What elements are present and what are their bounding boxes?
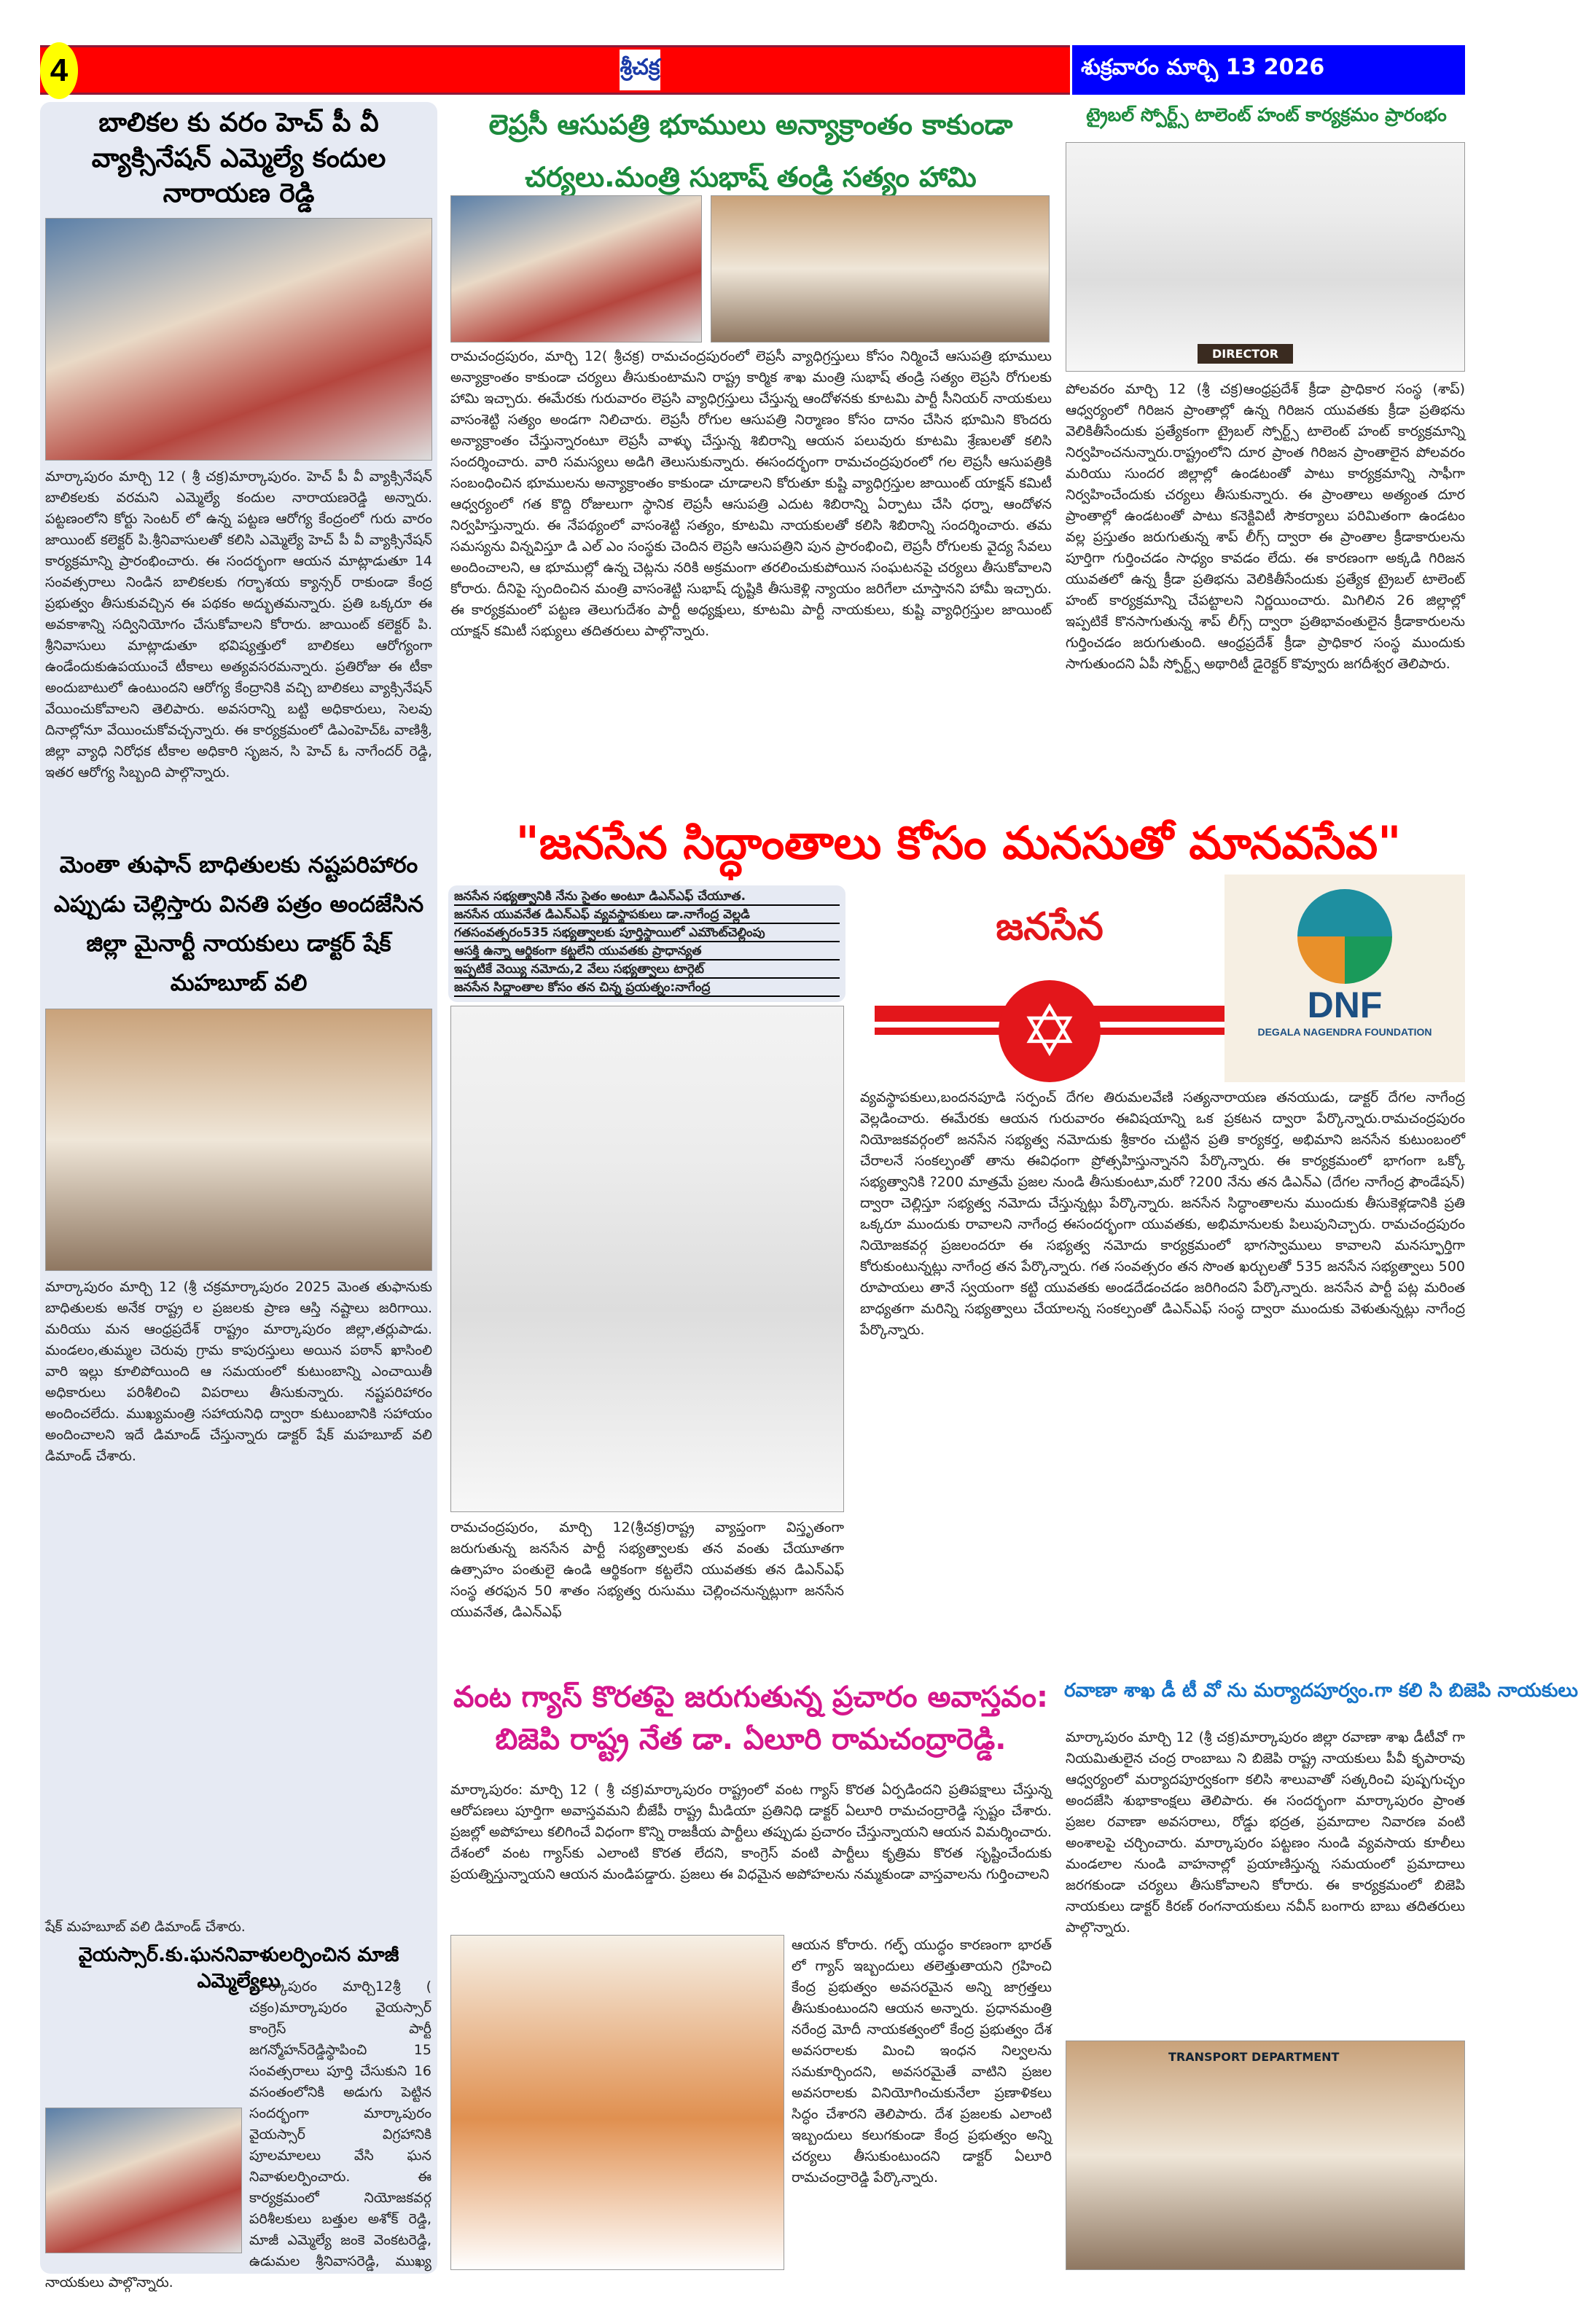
- highlight-item: జనసేన సభ్యత్వానికి నేను సైతం అంటూ డిఎన్ఎఫ్ చేయూత.: [454, 888, 840, 906]
- dto-body: మార్కాపురం మార్చి 12 (శ్రీ చక్ర)మార్కాపురం జిల్లా రవాణా శాఖ డీటీవో గా నియమితులైన చంద్ర రాంబాబు ని బిజెపి రాష్ట్ర నాయకులు పీవీ కృపారావు ఆధ్వర్యంలో మర్యాదపూర్వకంగా కలిసి శాలువాతో సత్కరించి పుష్పగుచ్ఛం అందజేసి శుభాకాంక్షలు తెలిపారు. ఈ సందర్భంగా మార్కాపురం ప్రాంత ప్రజల రవాణా అవసరాలు, రోడ్డు భద్రత, ప్రమాదాల నివారణ వంటి అంశాలపై చర్చించారు. మార్కాపురం పట్టణం నుండి వ్యవసాయ కూలీలు మండలాల నుండి వాహనాల్లో ప్రయాణిస్తున్న సమయంలో ప్రమాదాలు జరగకుండా చర్యలు తీసుకోవాలని కోరారు. ఈ కార్యక్రమంలో బిజెపి నాయకులు డాక్టర్ కిరణ్ రంగనాయకులు నవీన్ బంగారు బాబు తదితరులు పాల్గొన్నారు.: [1066, 1729, 1465, 1936]
- hpv-headline: బాలికల కు వరం హెచ్ పీ వీ వ్యాక్సినేషన్ ఎమ్మెల్యే కందుల నారాయణ రెడ్డి: [91, 108, 386, 209]
- dnf-emblem-icon: [1297, 889, 1392, 984]
- issue-date: శుక్రవారం మార్చి 13 2026: [1070, 45, 1465, 95]
- tribal-headline: ట్రైబల్ స్పోర్ట్స్ టాలెంట్ హంట్ కార్యక్రమం ప్రారంభం: [1086, 104, 1447, 125]
- transport-sign: TRANSPORT DEPARTMENT: [1168, 2050, 1340, 2064]
- janasena-logo: [875, 896, 1224, 1086]
- dto-headline: రవాణా శాఖ డీ టీ వో ను మర్యాదపూర్వం.గా కలి సి బిజెపి నాయకులు: [1064, 1680, 1578, 1702]
- montha-article: [44, 845, 434, 1938]
- montha-body: మార్కాపురం మార్చి 12 (శ్రీ చక్రమార్కాపురం 2025 మెంత తుఫానుకు బాధితులకు అనేక రాష్ట్ర ల ప్రజలకు ప్రాణ ఆస్తి నష్టాలు జరిగాయి. మరియు మన ఆంధ్రప్రదేశ్ రాష్ట్రం మార్కాపురం జిల్లా,తర్లుపాడు. మండలం,తుమ్మల చెరువు గ్రామ కాపురస్తులు అయిన పఠాన్ ఖాసింలి వారి ఇల్లు కూలిపోయింది ఆ సమయంలో కుటుంబాన్ని ఎంచాయితీ అధికారులు పరిశీలించి విపరాలు తీసుకున్నారు. నష్టపరిహారం అందించలేదు. ముఖ్యమంత్రి సహాయనిధి ద్వారా కుటుంబానికి సహాయం అందించాలని ఇదే డిమాండ్ చేస్తున్నారు డాక్టర్ షేక్ మహబూబ్ వలి డిమాండ్ చేశారు.: [45, 1279, 432, 1464]
- transport-office-photo: [1066, 2041, 1465, 2270]
- director-nameplate: DIRECTOR: [1198, 344, 1293, 364]
- highlight-item: జనసేన యువనేత డిఎన్ఎఫ్ వ్యవస్థాపకులు డా.నాగేంద్ర వెల్లడి: [454, 907, 840, 924]
- janasena-caption: రామచంద్రపురం, మార్చి 12(శ్రీచక్ర)రాష్ట్ర వ్యాప్తంగా విస్తృతంగా జరుగుతున్న జనసేన పార్టీ సభ్యత్వాలకు తన వంతు చేయూతగా ఉత్సాహం పంతులై ఉండి ఆర్థికంగా కట్టలేని యువతకు తన డిఎన్ఎఫ్ సంస్థ తరఫున 50 శాతం సభ్యత్వ రుసుము చెల్లించనున్నట్లుగా జనసేన యువనేత, డిఎన్ఎఫ్: [450, 1519, 844, 1620]
- highlight-item: గతసంవత్సరం535 సభ్యత్వాలకు పూర్తిస్థాయిలో ఎమౌంట్‌చెల్లింపు: [454, 925, 840, 942]
- gas-body-continued: ఆయన కోరారు. గల్ఫ్ యుద్ధం కారణంగా భారత్ లో గ్యాస్ ఇబ్బందులు తలెత్తుతాయని గ్రహించి కేంద్ర ప్రభుత్వం అవసరమైన అన్ని జాగ్రత్తలు తీసుకుంటుందని ఆయన అన్నారు. ప్రధానమంత్రి నరేంద్ర మోదీ నాయకత్వంలో కేంద్ర ప్రభుత్వం దేశ అవసరాలకు మించి ఇంధన నిల్వలను సమకూర్చిందని, అవసరమైతే వాటిని ప్రజల అవసరాలకు వినియోగించుకునేలా ప్రణాళికలు సిద్ధం చేశారని తెలిపారు. దేశ ప్రజలకు ఎలాంటి ఇబ్బందులు కలుగకుండా కేంద్ర ప్రభుత్వం అన్ని చర్యలు తీసుకుంటుందని డాక్టర్ ఏలూరి రామచంద్రారెడ్డి పేర్కొన్నారు.: [792, 1937, 1052, 2186]
- page-number: 4: [40, 42, 78, 99]
- ysr-headline: వైయస్సార్.కు.ఘననివాళులర్పించిన మాజీ ఎమ్మెల్యేలు: [78, 1944, 399, 1993]
- montha-headline: మెంతా తుఫాన్ బాధితులకు నష్టపరిహారం ఎప్పుడు చెల్లిస్తారు వినతి పత్రం అందజేసిన జిల్లా మైనార్టీ నాయకులు డాక్టర్ షేక్ మహబూబ్ వలి: [53, 852, 424, 996]
- montha-closing: షేక్ మహబూబ్ వలి డిమాండ్ చేశారు.: [45, 1919, 246, 1935]
- dnf-name: DEGALA NAGENDRA FOUNDATION: [1257, 1026, 1432, 1038]
- janasena-headline: "జనసేన సిద్ధాంతాలు కోసం మనసుతో మానవసేవ": [515, 816, 1402, 869]
- hpv-vaccination-photo: [45, 218, 432, 461]
- newspaper-logo: శ్రీచక్ర: [620, 50, 660, 90]
- hpv-body: మార్కాపురం మార్చి 12 ( శ్రీ చక్ర)మార్కాపురం. హెచ్ పీ వీ వ్యాక్సినేషన్ బాలికలకు వరమని ఎమ్మెల్యే కందుల నారాయణరెడ్డి అన్నారు. పట్టణంలోని కోర్టు సెంటర్ లో ఉన్న పట్టణ ఆరోగ్య కేంద్రంలో గురు వారం జాయింట్ కలెక్టర్ పి.శ్రీనివాసులతో కలిసి ఎమ్మెల్యే హెచ్ పీ వీ వ్యాక్సినేషన్ కార్యక్రమాన్ని ప్రారంభించారు. ఈ సందర్భంగా ఆయన మాట్లాడుతూ 14 సంవత్సరాలు నిండిన బాలికలకు గర్భాశయ క్యాన్సర్ రాకుండా కేంద్ర ప్రభుత్వం తీసుకువచ్చిన ఈ పథకం అద్భుతమన్నారు. ప్రతి ఒక్కరూ ఈ అవకాశాన్ని సద్వినియోగం చేసుకోవాలని కోరారు. జాయింట్ కలెక్టర్ పి. శ్రీనివాసులు మాట్లాడుతూ భవిష్యత్తులో బాలికలు ఆరోగ్యంగా ఉండేందుకుఉపయుంచే టీకాలు అత్యవసరమన్నారు. ప్రతిరోజు ఈ టీకా అందుబాటులో ఉంటుందని ఆరోగ్య కేంద్రానికి వచ్చి బాలికలు వ్యాక్సినేషన్ వేయించుకోవాలని తెలిపారు. అవసరాన్ని బట్టి అధికారులు, సెలవు దినాల్లోనూ వేయించుకోవచ్చన్నారు. ఈ కార్యక్రమంలో డిఎంహెచ్ఓ వాణిశ్రీ, జిల్లా వ్యాధి నిరోధక టీకాల అధికారి సృజన, సి హెచ్ ఓ నాగేందర్ రెడ్డి, ఇతర ఆరోగ్య సిబ్బంది పాల్గొన్నారు.: [45, 469, 432, 780]
- tribal-body: పోలవరం మార్చి 12 (శ్రీ చక్ర)ఆంధ్రప్రదేశ్ క్రీడా ప్రాధికార సంస్థ (శాప్) ఆధ్వర్యంలో గిరిజన ప్రాంతాల్లో ఉన్న గిరిజన యువతకు క్రీడా ప్రతిభను వెలికితీసేందుకు ప్రత్యేకంగా ట్రైబల్ స్పోర్ట్స్ టాలెంట్ హంట్ కార్యక్రమాన్ని నిర్వహించనున్నారు.రాష్ట్రంలోని దూర ప్రాంత గిరిజన ప్రాంతాలైన పోలవరం మరియు సుందర జిల్లాల్లో ఉండటంతో పాటు కార్యక్రమాన్ని సాఫీగా నిర్వహించేందుకు చర్యలు తీసుకున్నారు. ఈ ప్రాంతాలు అత్యంత దూర ప్రాంతాల్లో ఉండటంతో పాటు కనెక్టివిటీ సౌకర్యాలు పరిమితంగా ఉండటం వల్ల ప్రస్తుతం జరుగుతున్న శాప్ లీగ్స్ ద్వారా ఈ ప్రాంతాల క్రీడాకారులను పూర్తిగా గుర్తించడం సాధ్యం కావడం లేదు. ఈ కారణంగా అక్కడి గిరిజన యువతలో ఉన్న క్రీడా ప్రతిభను వెలికితీసేందుకు ప్రత్యేక ట్రైబల్ టాలెంట్ హంట్ కార్యక్రమాన్ని చేపట్టాలని నిర్ణయించారు. మిగిలిన 26 జిల్లాల్లో ఇప్పటికే కొనసాగుతున్న శాప్ లీగ్స్ ద్వారా ప్రతిభావంతులైన క్రీడాకారులను గుర్తించడం జరుగుతుంది. ఆంధ్రప్రదేశ్ క్రీడా ప్రాధికార సంస్థ ముందుకు సాగుతుందని ఏపీ స్పోర్ట్స్ అథారిటీ డైరెక్టర్ కొవ్వూరు జగదీశ్వర తెలిపారు.: [1066, 381, 1465, 672]
- dnf-abbr: DNF: [1307, 985, 1383, 1025]
- director-photo: [1066, 142, 1465, 372]
- star-icon: ✡: [999, 980, 1101, 1082]
- ysr-body: [45, 1976, 431, 2290]
- ramachandra-reddy-photo: [450, 1935, 784, 2270]
- janasena-highlights: [448, 885, 845, 1002]
- ysr-tribute-photo: [45, 2108, 242, 2253]
- janasena-body: వ్యవస్థాపకులు,బందనపూడి సర్పంచ్ దేగల తిరుమలవేణి సత్యనారాయణ తనయుడు, డాక్టర్ దేగల నాగేంద్ర వెల్లడించారు. ఈమేరకు ఆయన గురువారం ఈవిషయాన్ని ఒక ప్రకటన ద్వారా పేర్కొన్నారు.రామచంద్రపురం నియోజకవర్గంలో జనసేన సభ్యత్వ నమోదుకు శ్రీకారం చుట్టిన ప్రతి కార్యకర్త, అభిమాని జనసేన కుటుంబంలో చేరాలనే సంకల్పంతో తాను ఈవిధంగా ప్రోత్సహిస్తున్నానని పేర్కొన్నారు. ఈ కార్యక్రమంలో భాగంగా ఒక్కో సభ్యత్వానికి ?200 మాత్రమే ప్రజల నుండి తీసుకుంటూ,మరో ?200 నేను తన డిఎన్ఎ (దేగల నాగేంద్ర ఫౌండేషన్) ద్వారా చెల్లిస్తూ సభ్యత్వ నమోదు చేస్తున్నట్లు పేర్కొన్నారు. జనసేన సిద్ధాంతాలను ముందుకు తీసుకెళ్లడానికి ప్రతి ఒక్కరూ ముందుకు రావాలని నాగేంద్ర ఈసందర్భంగా యువతకు, అభిమానులకు పిలుపునిచ్చారు. రామచంద్రపురం నియోజకవర్గ ప్రజలందరూ ఈ సభ్యత్వ నమోదు కార్యక్రమంలో భాగస్వాములు కావాలని మనస్ఫూర్తిగా కోరుకుంటున్నట్లు నాగేంద్ర తన పేర్కొన్నారు. గత సంవత్సరం తన సొంత ఖర్చులతో 535 జనసేన సభ్యత్వాలు 500 రూపాయలు తానే స్వయంగా కట్టి యువతకు అండదేడంచడం జరిగిందని పేర్కొన్నారు. జనసేన పార్టీ పట్ల మరింత బాధ్యతగా మరిన్ని సభ్యత్వాలు చేయాలన్న సంకల్పంతో డిఎన్ఎఫ్ సంస్థ ద్వారా ముందుకు వెళుతున్నట్లు నాగేంద్ర పేర్కొన్నారు.: [860, 1089, 1465, 1338]
- petition-photo: [45, 1009, 432, 1271]
- hpv-article: [44, 106, 434, 838]
- highlight-item: ఇప్పటికే వెయ్యి నమోదు,2 వేలు సభ్యత్వాలు టార్గెట్: [454, 961, 840, 979]
- gas-body: మార్కాపురం: మార్చి 12 ( శ్రీ చక్ర)మార్కాపురం రాష్ట్రంలో వంట గ్యాస్ కొరత ఏర్పడిందని ప్రతిపక్షాలు చేస్తున్న ఆరోపణలు పూర్తిగా అవాస్తవమని బీజేపీ రాష్ట్ర మీడియా ప్రతినిధి డాక్టర్ ఏలూరి రామచంద్రారెడ్డి స్పష్టం చేశారు. ప్రజల్లో అపోహలు కలిగించే విధంగా కొన్ని రాజకీయ పార్టీలు తప్పుడు ప్రచారం చేస్తున్నాయని ఆయన విమర్శించారు. దేశంలో వంట గ్యాస్‌కు ఎలాంటి కొరత లేదని, కాంగ్రెస్ వంటి పార్టీలు కృత్రిమ కొరత సృష్టించేందుకు ప్రయత్నిస్తున్నాయని ఆయన మండిపడ్డారు. ప్రజలు ఈ విధమైన అపోహలను నమ్మకుండా వాస్తవాలను గుర్తించాలని: [450, 1782, 1052, 1882]
- highlight-item: ఆసక్తి ఉన్నా ఆర్థికంగా కట్టలేని యువతకు ప్రాధాన్యత: [454, 943, 840, 960]
- leprosy-body: రామచంద్రపురం, మార్చి 12( శ్రీచక్ర) రామచంద్రపురంలో లెప్రసీ వ్యాధిగ్రస్తులు కోసం నిర్మించే ఆసుపత్రి భూములు అన్యాక్రాంతం కాకుండా చర్యలు తీసుకుంటామని రాష్ట్ర కార్మిక శాఖ మంత్రి సుభాష్ తండ్రి సత్యం లెప్రసి రోగులకు హామి ఇచ్చారు. ఈమేరకు గురువారం లెప్రసి వ్యాధిగ్రస్తులు చేస్తున్న ఆందోళనకు కూటమి పార్టీ సీనియర్ నాయకులు వాసంశెట్టి సత్యం అండగా నిలిచారు. లెప్రసీ రోగుల ఆసుపత్రి నిర్మాణం కోసం దానం చేసిన భూమిని కొందరు అన్యాక్రాంతం చేస్తున్నారంటూ లెప్రసీ వాళ్ళు చేస్తున్న శిబిరాన్ని ఆయన పలువురు కూటమి శ్రేణులతో కలిసి సందర్శించారు. వారి సమస్యలు అడిగి తెలుసుకున్నారు. ఈసందర్భంగా రామచంద్రపురంలో గల లెప్రసీ ఆసుపత్రికి సంబంధించిన భూములను అన్యాక్రాంతం కాకుండా చూడాలని కోరుతూ కుష్టి వ్యాధిగ్రస్తుల జాయింట్ యాక్షన్ కమిటీ ఆధ్వర్యంలో గత కొద్ది రోజులుగా స్థానిక లెప్రసీ ఆసుపత్రి ఎదుట శిబిరాన్ని ఏర్పాటు చేసి ధర్నా, ఆందోళన నిర్వహిస్తున్నారు. ఈ నేపథ్యంలో వాసంశెట్టి సత్యం, కూటమి నాయకులతో కలిసి శిబిరాన్ని సందర్శించారు. తమ సమస్యను విన్నవిస్తూ డి ఎల్ ఎం సంస్థకు చెందిన లెప్రసి ఆసుపత్రిని పున ప్రారంభించి, లెప్రసీ రోగులకు వైద్య సేవలు అందించాలని, ఆ భూముల్లో ఉన్న చెట్లను నరికి అక్రమంగా తరలించుకుపోయిన సంఘటనపై చర్యలు తీసుకోవాలని కోరారు. దీనిపై స్పందించిన మంత్రి వాసంశెట్టి సుభాష్ దృష్టికి తీసుకెళ్లి న్యాయం జరిగేలా చూస్తానని హామీ ఇచ్చారు. ఈ కార్యక్రమంలో పట్టణ తెలుగుదేశం పార్టీ అధ్యక్షులు, కూటమి పార్టీ నాయకులు, కుష్టి వ్యాధిగ్రస్తుల జాయింట్ యాక్షన్ కమిటీ సభ్యులు తదితరులు పాల్గొన్నారు.: [450, 348, 1052, 639]
- highlight-item: జనసేన సిద్ధాంతాల కోసం తన చిన్న ప్రయత్నం:నాగేంద్ర: [454, 979, 840, 997]
- ysr-body-text: మార్కాపురం మార్చి12శ్రీ ( చక్రం)మార్కాపురం వైయస్సార్ కాంగ్రెస్ పార్టీ జగన్మోహన్‌రెడ్డిస్థాపించి 15 సంవత్సరాలు పూర్తి చేసుకుని 16 వసంతంలోనికి అడుగు పెట్టిన సందర్భంగా మార్కాపురం వైయస్సార్ విగ్రహానికి పూలమాలలు వేసి ఘన నివాళులర్పించారు. ఈ కార్యక్రమంలో నియోజకవర్గ పరిశీలకులు బత్తుల అశోక్ రెడ్డి, మాజీ ఎమ్మెల్యే జంకె వెంకటరెడ్డి, ఉడుమల శ్రీనివాసరెడ్డి, ముఖ్య నాయకులు పాల్గొన్నారు.: [45, 1979, 431, 2290]
- janasena-logo-text: జనసేన: [996, 905, 1104, 949]
- leprosy-headline: లెప్రసీ ఆసుపత్రి భూములు అన్యాక్రాంతం కాకుండా చర్యలు.మంత్రి సుభాష్ తండ్రి సత్యం హామి: [488, 109, 1013, 194]
- gas-headline: వంట గ్యాస్ కొరతపై జరుగుతున్న ప్రచారం అవాస్తవం: బిజెపి రాష్ట్ర నేత డా. ఏలూరి రామచంద్రారెడ్డి.: [453, 1681, 1048, 1756]
- leprosy-photo-2: [711, 195, 1050, 343]
- nagendra-portrait: [450, 1006, 844, 1512]
- dnf-logo: [1224, 875, 1465, 1082]
- leprosy-photo-1: [450, 195, 702, 343]
